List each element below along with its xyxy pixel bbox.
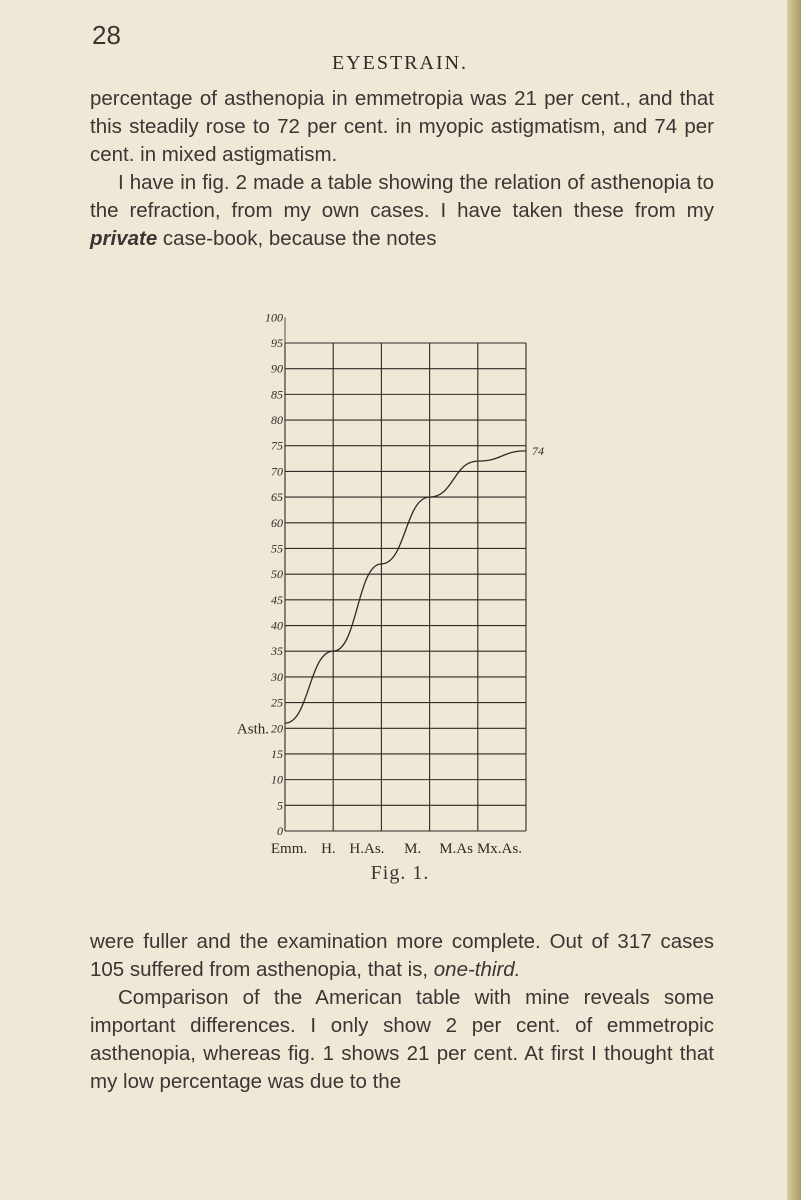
- y-tick-label: 45: [271, 592, 283, 607]
- x-category-label: H.: [321, 841, 336, 857]
- x-category-label: M.: [404, 841, 422, 857]
- y-tick-label: 25: [271, 695, 283, 710]
- y-tick-label: 40: [271, 618, 283, 633]
- y-tick-label: 50: [271, 567, 283, 582]
- y-tick-label: 70: [271, 464, 283, 479]
- y-tick-label: 55: [271, 541, 283, 556]
- y-tick-label: 10: [271, 772, 283, 787]
- x-category-label: M.As: [439, 841, 473, 857]
- x-category-label: H.As.: [349, 841, 385, 857]
- y-tick-label: 65: [271, 490, 283, 505]
- text-block-bottom: [90, 928, 714, 1096]
- y-tick-label: 0: [277, 824, 283, 838]
- y-tick-label: 35: [271, 644, 283, 659]
- chart-grid: [285, 317, 526, 831]
- y-tick-label: 85: [271, 387, 283, 402]
- emphasis: private: [90, 227, 158, 250]
- paragraph: [90, 928, 714, 984]
- text-run: case-book, because the notes: [157, 227, 437, 250]
- page-number: 28: [92, 20, 121, 50]
- y-tick-label: 100: [265, 310, 283, 325]
- text-run: I have in fig. 2 made a table showing the relation of asthenopia to the refraction, from my own cases. I have taken these from my: [90, 171, 714, 222]
- y-tick-labels: [265, 310, 283, 838]
- paragraph: percentage of asthenopia in emmetropia was 21 per cent., and that this steadily rose to 72 per cent. in myopic astigmatism, and 74 per cent. in mixed astigmatism.: [90, 87, 714, 166]
- y-axis-label: Asth.: [236, 721, 269, 738]
- y-tick-label: 60: [271, 515, 283, 530]
- y-tick-label: 90: [271, 361, 283, 376]
- text-run: were fuller and the examination more complete. Out of 317 cases 105 suffered from asthenopia, that is,: [90, 930, 714, 981]
- asthenopia-curve: [285, 451, 526, 723]
- y-tick-label: 5: [277, 798, 283, 813]
- y-tick-label: 30: [271, 669, 283, 684]
- data-labels: [285, 444, 544, 723]
- y-tick-label: 75: [271, 438, 283, 453]
- x-category-labels: [271, 841, 522, 857]
- x-category-label: Emm.: [270, 841, 308, 857]
- emphasis: one-third.: [433, 958, 521, 981]
- x-category-label: Mx.As.: [476, 841, 522, 857]
- data-label: 74: [532, 443, 544, 458]
- y-tick-label: 95: [271, 336, 283, 350]
- y-tick-label: 20: [271, 721, 283, 736]
- running-head: EYESTRAIN.: [331, 52, 469, 74]
- figure-caption: Fig. 1.: [370, 862, 430, 884]
- paragraph: Comparison of the American table with mine reveals some important differences. I only show 2 per cent. of emmetropic asthenopia, whereas fig. 1 shows 21 per cent. At first I thought that my low percentage was due to the: [90, 986, 714, 1093]
- y-tick-label: 80: [271, 413, 283, 428]
- y-tick-label: 15: [271, 746, 283, 761]
